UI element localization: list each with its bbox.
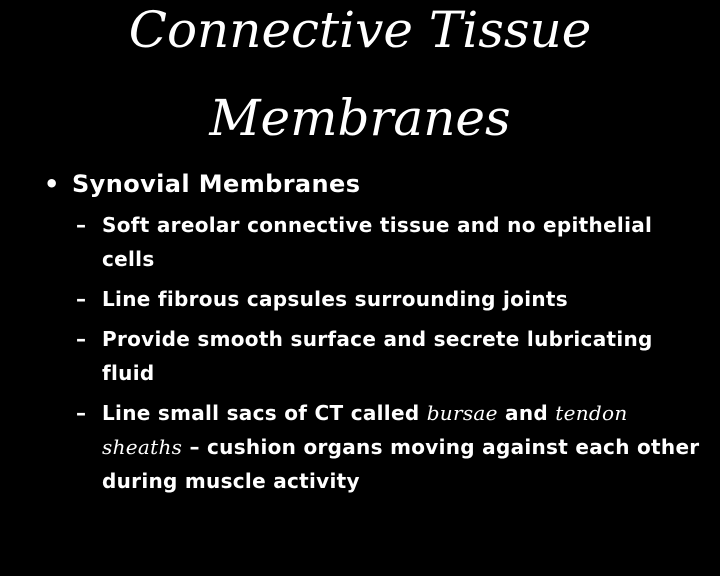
title-line-2: Membranes bbox=[209, 89, 511, 147]
dash-marker: – bbox=[76, 287, 87, 311]
dash-marker: – bbox=[76, 327, 87, 351]
dash-marker: – bbox=[76, 401, 87, 425]
bullet-synovial-membranes: • Synovial Membranes bbox=[44, 166, 704, 202]
sub-item-4-text bbox=[102, 401, 699, 493]
sub-item-4 bbox=[76, 396, 704, 498]
slide-body bbox=[44, 166, 704, 498]
slide-title bbox=[0, 0, 720, 162]
sub-item-4-part-3: – cushion organs moving against each other during muscle activity bbox=[102, 435, 700, 493]
sub-item-1 bbox=[76, 208, 704, 276]
sub-item-4-part-2: and bbox=[497, 401, 556, 425]
sub-item-3 bbox=[76, 322, 704, 390]
sub-item-2 bbox=[76, 282, 704, 316]
sub-item-4-part-1: Line small sacs of CT called bbox=[102, 401, 427, 425]
sub-item-2-text: Line fibrous capsules surrounding joints bbox=[102, 287, 568, 311]
dash-marker: – bbox=[76, 213, 87, 237]
title-line-1: Connective Tissue bbox=[128, 1, 592, 59]
term-bursae: bursae bbox=[426, 401, 498, 425]
sub-item-1-text: Soft areolar connective tissue and no epithelial cells bbox=[102, 213, 653, 271]
sub-item-3-text: Provide smooth surface and secrete lubricating fluid bbox=[102, 327, 653, 385]
term-tendon-sheaths: tendon sheaths bbox=[102, 401, 628, 459]
